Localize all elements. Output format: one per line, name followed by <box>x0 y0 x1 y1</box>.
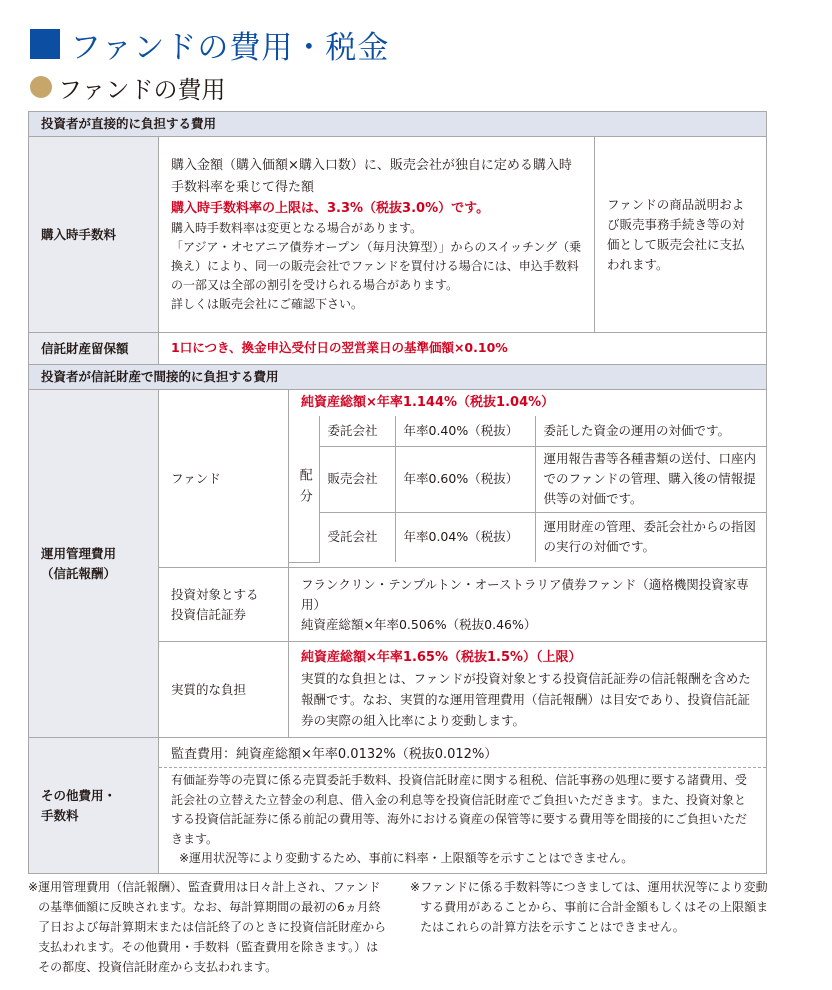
fund-label: ファンド <box>159 390 289 568</box>
other-fee-label <box>29 738 159 874</box>
allocation-rate: 年率0.60%（税抜） <box>395 446 535 512</box>
real-burden-body <box>289 642 767 738</box>
page-title-text: ファンドの費用・税金 <box>70 29 390 66</box>
target-fund-body <box>289 568 767 642</box>
mgmt-fee-label-2: （信託報酬） <box>41 565 117 581</box>
purchase-fee-note-b: 「アジア・オセアニア債券オープン（毎月決算型）」からのスイッチング（乗換え）により、同一の販売会社でファンドを買付ける場合には、申込手数料の一部又は全部の割引を受けられる場合があります。 <box>171 239 582 292</box>
section-subtitle-text: ファンドの費用 <box>58 75 226 104</box>
footnote-right-text: ファンドに係る手数料等につきましては、運用状況等により変動する費用があることから、事前に合計金額もしくはその上限額またはこれらの計算方法を示すことはできません。 <box>420 880 769 934</box>
audit-fee: 監査費用：純資産総額×年率0.0132%（税抜0.012%） <box>171 747 498 762</box>
other-fee-text: 有価証券等の売買に係る売買委託手数料、投資信託財産に関する租税、信託事務の処理に要する諸費用、受託会社の立替えた立替金の利息、借入金の利息等を投資信託財産でご負担いただきます。また、投資対象とする投資信託証券に係る前記の費用等、海外における資産の保管等に要する費用等を間接的にご負担いただきます。 <box>171 773 748 846</box>
footnote-right <box>410 877 770 937</box>
purchase-fee-limit: 購入時手数料率の上限は、3.3%（税抜3.0%）です。 <box>171 200 490 216</box>
allocation-desc: 運用報告書等各種書類の送付、口座内でのファンドの管理、購入後の情報提供等の対価です。 <box>535 446 766 512</box>
allocation-party: 委託会社 <box>319 416 395 446</box>
title-square-icon <box>30 29 60 59</box>
allocation-party: 販売会社 <box>319 446 395 512</box>
mgmt-fee-label <box>29 390 159 738</box>
target-fund-label <box>159 568 289 642</box>
real-burden-rate: 純資産総額×年率1.65%（税抜1.5%）（上限） <box>301 650 582 665</box>
other-fee-note: ※運用状況等により変動するため、事前に料率・上限額等を示すことはできません。 <box>179 851 634 865</box>
page-title <box>30 22 389 66</box>
retention-label: 信託財産留保額 <box>29 333 159 365</box>
retention-value: 1口につき、換金申込受付日の翌営業日の基準価額×0.10% <box>159 333 767 365</box>
allocation-label: 配分 <box>289 416 319 562</box>
allocation-party: 受託会社 <box>319 512 395 562</box>
fund-rate: 純資産総額×年率1.144%（税抜1.04%） <box>301 395 555 410</box>
footnote-mark: ※ <box>410 880 421 894</box>
other-fee-label-2: 手数料 <box>41 807 79 823</box>
section-subtitle <box>30 70 226 104</box>
fee-table <box>28 111 767 874</box>
target-fund-label-1: 投資対象とする <box>171 586 259 602</box>
footnote-left <box>28 877 390 977</box>
other-fee-body <box>159 738 767 874</box>
allocation-desc: 運用財産の管理、委託会社からの指図の実行の対価です。 <box>535 512 766 562</box>
footnote-mark: ※ <box>28 880 39 894</box>
purchase-fee-label: 購入時手数料 <box>29 137 159 333</box>
allocation-rate: 年率0.04%（税抜） <box>395 512 535 562</box>
allocation-desc: 委託した資金の運用の対価です。 <box>535 416 766 446</box>
real-burden-text: 実質的な負担とは、ファンドが投資対象とする投資信託証券の信託報酬を含めた報酬です。なお、実質的な運用管理費用（信託報酬）は目安であり、投資信託証券の実際の組入比率により変動します。 <box>301 671 751 728</box>
bullet-circle-icon <box>30 76 52 98</box>
target-fund-name: フランクリン・テンプルトン・オーストラリア債券ファンド（適格機関投資家専用） <box>301 576 749 612</box>
purchase-fee-note-a: 購入時手数料率は変更となる場合があります。 <box>171 220 423 235</box>
real-burden-label: 実質的な負担 <box>159 642 289 738</box>
fund-body <box>289 390 767 568</box>
other-fee-label-1: その他費用・ <box>41 787 117 803</box>
target-fund-label-2: 投資信託証券 <box>171 606 247 622</box>
footnote-left-text: 運用管理費用（信託報酬）、監査費用は日々計上され、ファンドの基準価額に反映されます。なお、毎計算期間の最初の6ヵ月終了日および毎計算期末または信託終了のときに投資信託財産から支払われます。その他費用・手数料（監査費用を除きます。）はその都度、投資信託財産から支払われます。 <box>38 880 387 974</box>
allocation-table <box>289 416 766 563</box>
indirect-cost-header: 投資者が信託財産で間接的に負担する費用 <box>29 365 767 390</box>
purchase-fee-side-note: ファンドの商品説明および販売事務手続き等の対価として販売会社に支払われます。 <box>595 137 767 333</box>
target-fund-rate: 純資産総額×年率0.506%（税抜0.46%） <box>301 616 537 632</box>
mgmt-fee-label-1: 運用管理費用 <box>41 545 117 561</box>
purchase-fee-note-c: 詳しくは販売会社にご確認下さい。 <box>171 296 364 311</box>
purchase-fee-text: 購入金額（購入価額×購入口数）に、販売会社が独自に定める購入時手数料率を乗じて得た額 <box>171 157 572 195</box>
purchase-fee-body <box>159 137 595 333</box>
direct-cost-header: 投資者が直接的に負担する費用 <box>29 112 767 137</box>
allocation-rate: 年率0.40%（税抜） <box>395 416 535 446</box>
